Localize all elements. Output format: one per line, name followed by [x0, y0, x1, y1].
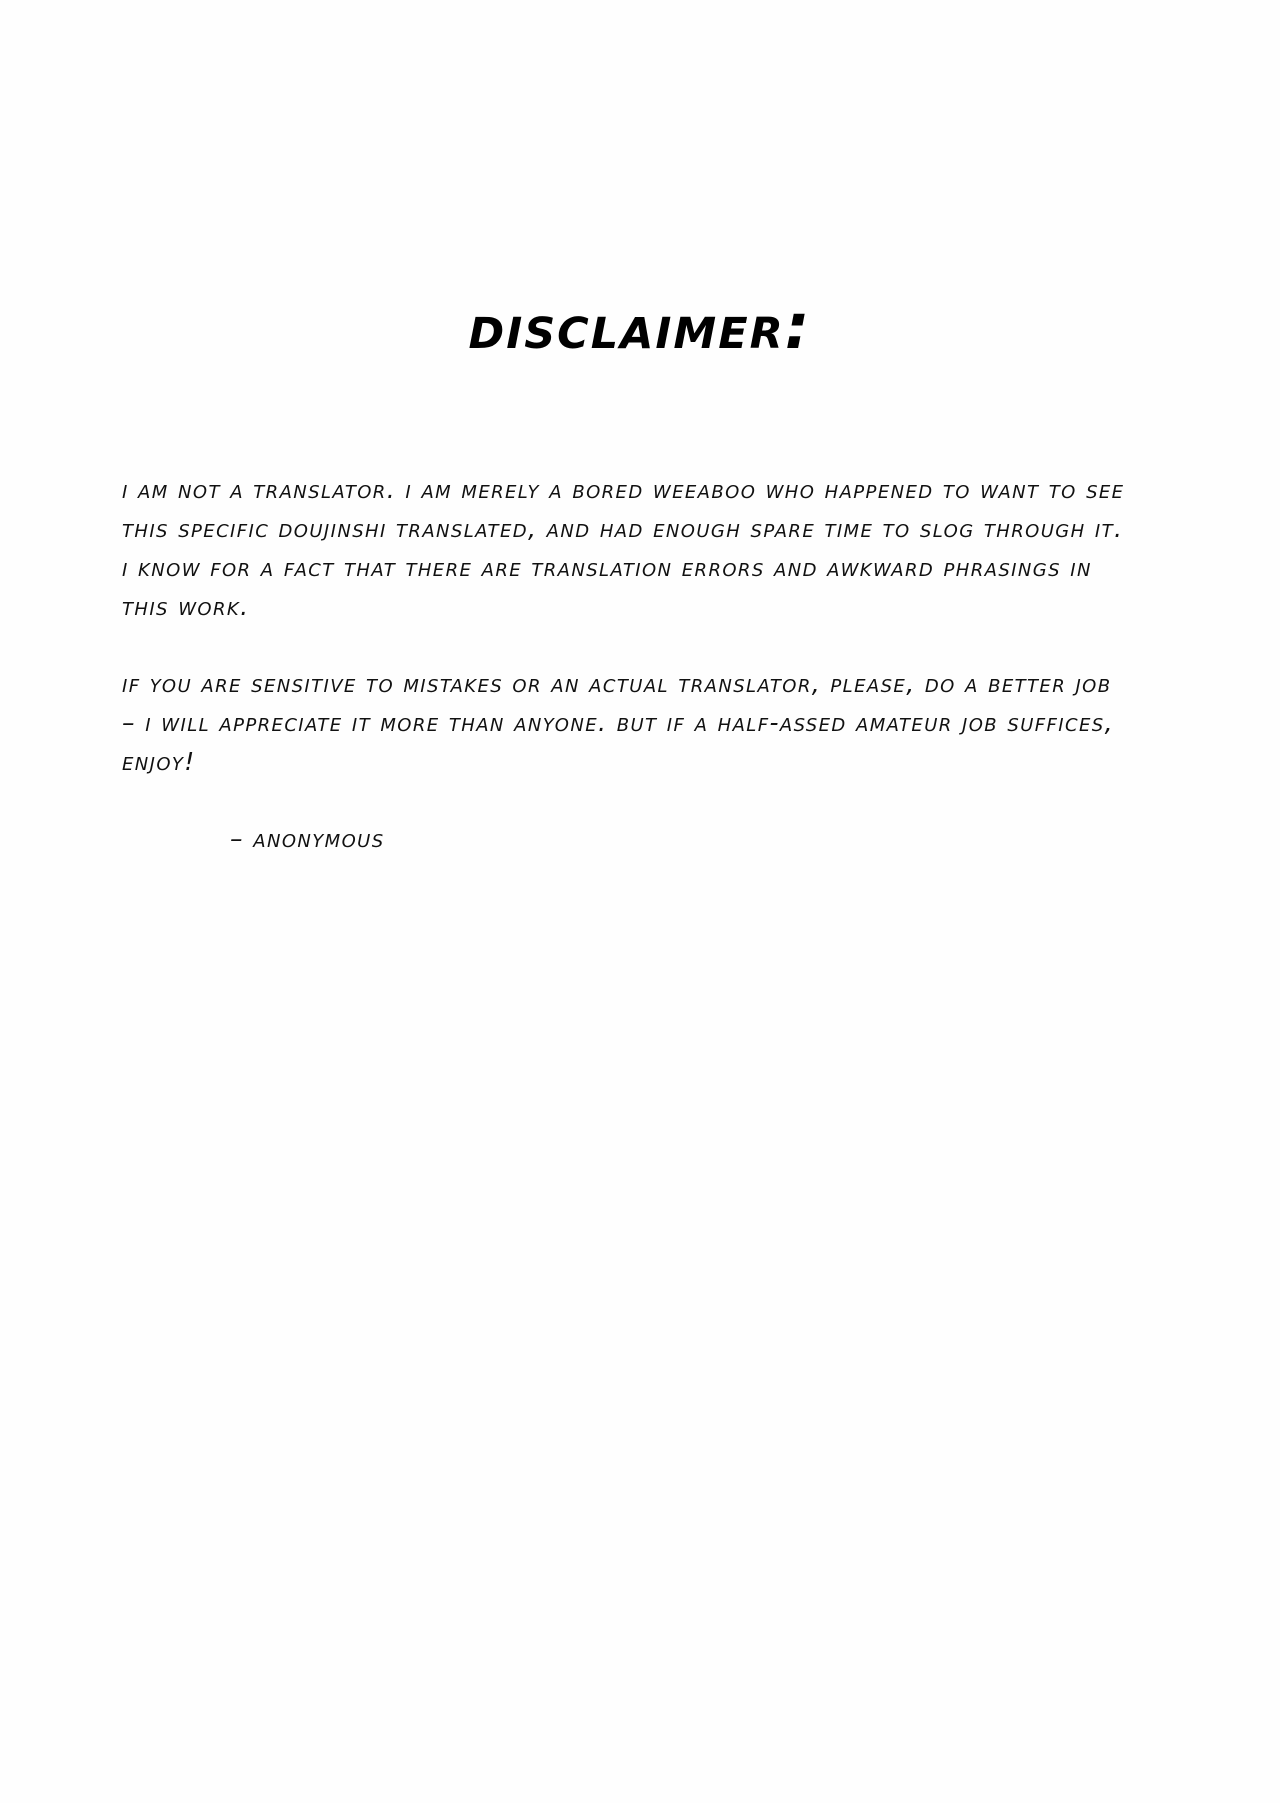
disclaimer-body: [122, 470, 1162, 858]
disclaimer-paragraph-2: if you are sensitive to mistakes or an actual translator, please, do a better job – i will appreciate it more than anyone. but if a half-assed amateur job suffices, enjoy!: [122, 669, 1114, 776]
disclaimer-signature: – anonymous: [230, 824, 385, 853]
page-title: disclaimer:: [468, 290, 812, 363]
disclaimer-paragraph-1: i am not a translator. i am merely a bored weeaboo who happened to want to see this specific doujinshi translated, and had enough spare time to slog through it. i know for a fact that there are translation errors and awkward phrasings in this work.: [122, 475, 1125, 621]
